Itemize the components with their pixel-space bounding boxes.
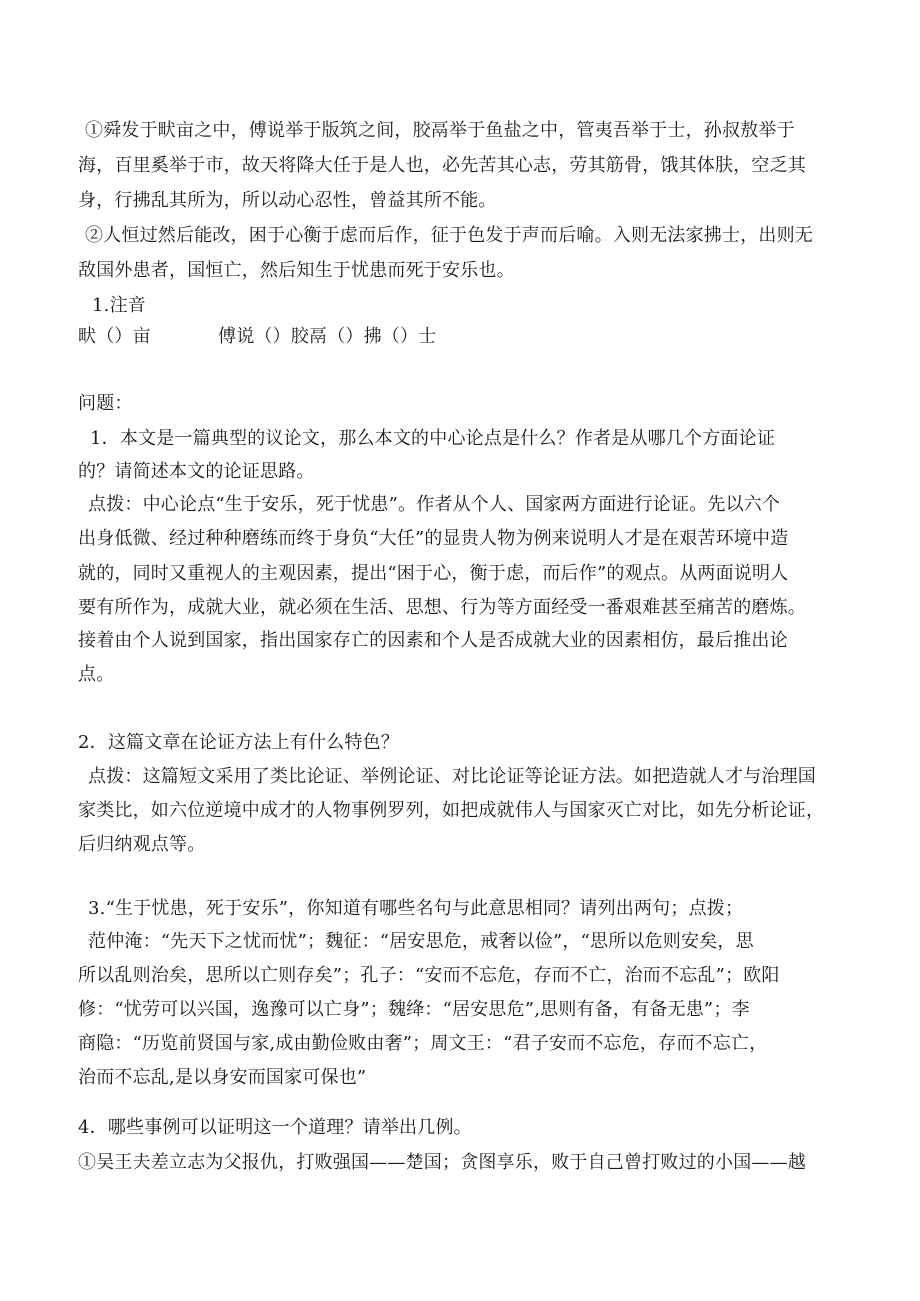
q1-answer-line6: 点。 <box>78 664 115 685</box>
q1-answer-line1: 点拨：中心论点“生于安乐，死于忧患”。作者从个人、国家两方面进行论证。先以六个 <box>88 494 781 515</box>
q3-answer-line3: 修：“忧劳可以兴国，逸豫可以亡身”；魏绛：“居安思危”,思则有备，有备无患”；李 <box>78 999 750 1020</box>
q1-answer-line4: 要有所作为，成就大业，就必须在生活、思想、行为等方面经受一番艰难甚至痛苦的磨炼。 <box>78 597 806 618</box>
q3-answer-line4: 商隐：“历览前贤国与家,成由勤俭败由奢”；周文王：“君子安而不忘危，存而不忘亡， <box>78 1033 768 1054</box>
passage-para2-line1: ②人恒过然后能改，困于心衡于虑而后作，征于色发于声而后喻。入则无法家拂士，出则无 <box>85 225 813 246</box>
q1-answer-line3: 就的，同时又重视人的主观因素，提出“困于心，衡于虑，而后作”的观点。从两面说明人 <box>78 563 789 584</box>
questions-label: 问题： <box>78 393 133 414</box>
q2-answer-line2: 家类比，如六位逆境中成才的人物事例罗列，如把成就伟人与国家灭亡对比，如先分析论证， <box>78 800 825 821</box>
q4-answer-line1: ①吴王夫差立志为父报仇，打败强国——楚国；贪图享乐，败于自己曾打败过的小国——越 <box>78 1152 806 1173</box>
q2-line1: 2．这篇文章在论证方法上有什么特色？ <box>78 732 400 753</box>
q3-answer-line1: 范仲淹：“先天下之忧而忧”；魏征：“居安思危，戒奢以俭”，“思所以危则安矣，思 <box>88 931 754 952</box>
q4-line1: 4．哪些事例可以证明这一个道理？请举出几例。 <box>78 1117 472 1138</box>
pinyin-heading: 1.注音 <box>92 295 146 316</box>
pinyin-item-1: 畎（）亩 <box>78 326 151 347</box>
passage-para1-line3: 身，行拂乱其所为，所以动心忍性，曾益其所不能。 <box>78 190 497 211</box>
passage-para1-line2: 海，百里奚举于市，故天将降大任于是人也，必先苦其心志，劳其筋骨，饿其体肤，空乏其 <box>78 155 806 176</box>
q3-answer-line2: 所以乱则治矣，思所以亡则存矣”；孔子：“安而不忘危，存而不亡，治而不忘乱”；欧阳 <box>78 965 780 986</box>
q2-answer-line1: 点拨：这篇短文采用了类比论证、举例论证、对比论证等论证方法。如把造就人才与治理国 <box>88 766 816 787</box>
q1-answer-line5: 接着由个人说到国家，指出国家存亡的因素和个人是否成就大业的因素相仿，最后推出论 <box>78 630 788 651</box>
pinyin-item-2: 傅说（）胶鬲（）拂（）士 <box>218 326 437 347</box>
q2-answer-line3: 后归纳观点等。 <box>78 834 206 855</box>
q3-answer-line5: 治而不忘乱,是以身安而国家可保也” <box>78 1067 367 1088</box>
q3-line1: 3.“生于忧患，死于安乐”，你知道有哪些名句与此意思相同？请列出两句；点拨； <box>88 898 744 919</box>
passage-para2-line2: 敌国外患者，国恒亡，然后知生于忧患而死于安乐也。 <box>78 260 515 281</box>
q1-answer-line2: 出身低微、经过种种磨练而终于身负“大任”的显贵人物为例来说明人才是在艰苦环境中造 <box>78 528 789 549</box>
passage-para1-line1: ①舜发于畎亩之中，傅说举于版筑之间，胶鬲举于鱼盐之中，管夷吾举于士，孙叔敖举于 <box>85 120 795 141</box>
q1-line1: 1．本文是一篇典型的议论文，那么本文的中心论点是什么？作者是从哪几个方面论证 <box>90 428 776 449</box>
q1-line2: 的？请简述本文的论证思路。 <box>78 461 315 482</box>
